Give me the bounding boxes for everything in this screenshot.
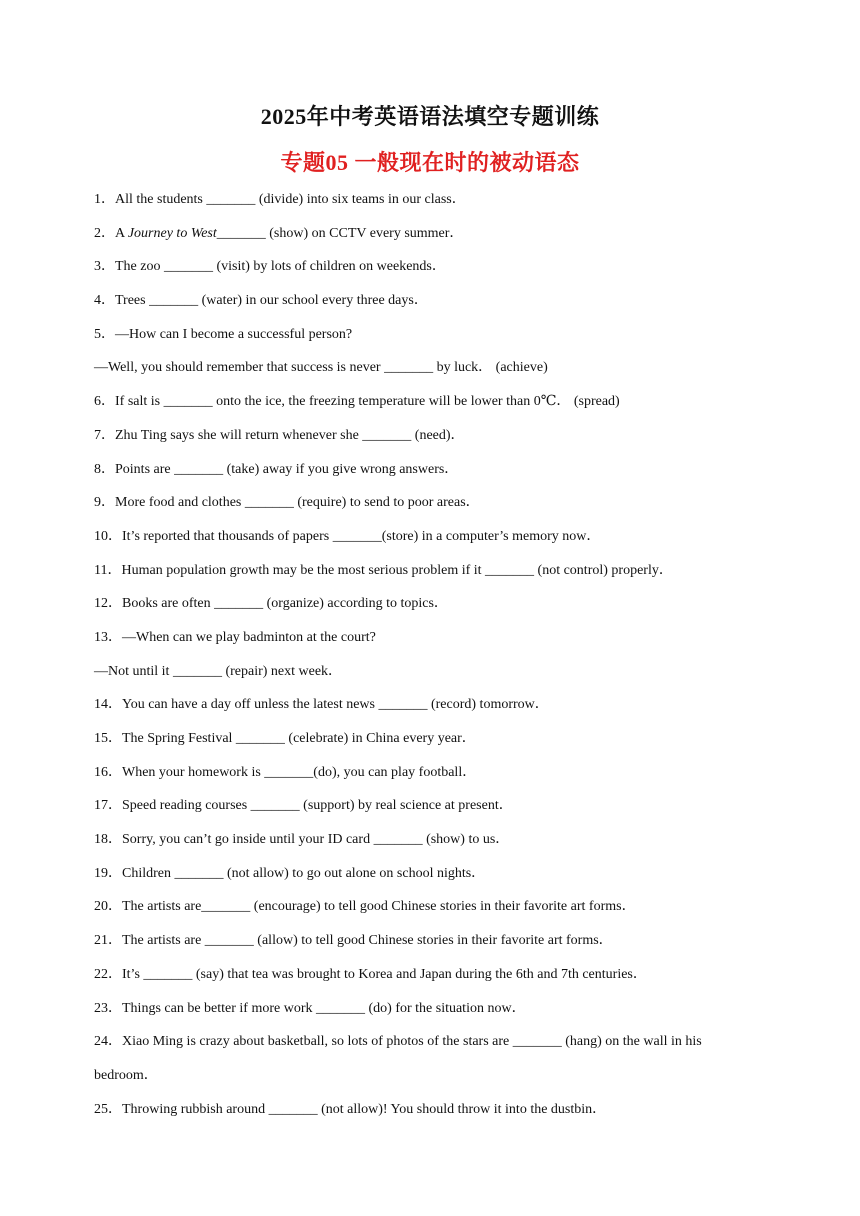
question-23: 23．Things can be better if more work _______ (do) for the situation now． xyxy=(94,1000,526,1016)
question-25: 25．Throwing rubbish around _______ (not allow)! You should throw it into the dustbin． xyxy=(94,1101,607,1117)
question-12: 12．Books are often _______ (organize) according to topics． xyxy=(94,596,448,612)
question-17: 17．Speed reading courses _______ (support) by real science at present． xyxy=(94,798,513,814)
question-15: 15．The Spring Festival _______ (celebrate) in China every year． xyxy=(94,731,476,746)
question-24-continuation: bedroom． xyxy=(94,1067,158,1083)
question-18: 18．Sorry, you can’t go inside until your ID card _______ (show) to us． xyxy=(94,832,510,848)
question-13-answer-line: —Not until it _______ (repair) next week． xyxy=(94,663,343,679)
page-title: 2025年中考英语语法填空专题训练 xyxy=(260,104,600,129)
question-8: 8．Points are _______ (take) away if you give wrong answers． xyxy=(94,461,459,477)
question-21: 21．The artists are _______ (allow) to tell good Chinese stories in their favorite art forms． xyxy=(94,933,613,949)
question-5: 5．—How can I become a successful person? xyxy=(94,326,353,342)
italic-title: Journey to West xyxy=(127,225,217,241)
question-14: 14．You can have a day off unless the latest news _______ (record) tomorrow． xyxy=(94,697,549,713)
question-6: 6．If salt is _______ onto the ice, the freezing temperature will be lower than 0℃． (spread) xyxy=(94,394,620,410)
question-4: 4．Trees _______ (water) in our school every three days． xyxy=(94,293,428,309)
question-20: 20．The artists are_______ (encourage) to tell good Chinese stories in their favorite art forms． xyxy=(94,899,636,915)
question-24: 24．Xiao Ming is crazy about basketball, so lots of photos of the stars are _______ (hang) on the wall in his xyxy=(94,1034,702,1050)
question-19: 19．Children _______ (not allow) to go out alone on school nights． xyxy=(94,865,486,881)
question-16: 16．When your homework is _______(do), you can play football． xyxy=(94,764,477,780)
question-11: 11．Human population growth may be the most serious problem if it _______ (not control) properly． xyxy=(94,562,673,578)
question-5-answer-line: —Well, you should remember that success is never _______ by luck． (achieve) xyxy=(94,360,548,376)
question-22: 22．It’s _______ (say) that tea was brought to Korea and Japan during the 6th and 7th centuries． xyxy=(94,966,647,982)
page-subtitle: 专题05 一般现在时的被动语态 xyxy=(280,150,580,175)
question-1: 1．All the students _______ (divide) into six teams in our class． xyxy=(94,192,466,207)
question-10: 10．It’s reported that thousands of papers _______(store) in a computer’s memory now． xyxy=(94,528,601,544)
question-9: 9．More food and clothes _______ (require) to send to poor areas． xyxy=(94,495,480,511)
question-2: 2．A Journey to West_______ (show) on CCTV every summer． xyxy=(94,225,464,241)
question-7: 7．Zhu Ting says she will return whenever she _______ (need)． xyxy=(94,427,465,443)
question-13: 13．—When can we play badminton at the court? xyxy=(94,629,376,645)
question-list xyxy=(94,190,766,1133)
question-3: 3．The zoo _______ (visit) by lots of children on weekends． xyxy=(94,259,446,275)
